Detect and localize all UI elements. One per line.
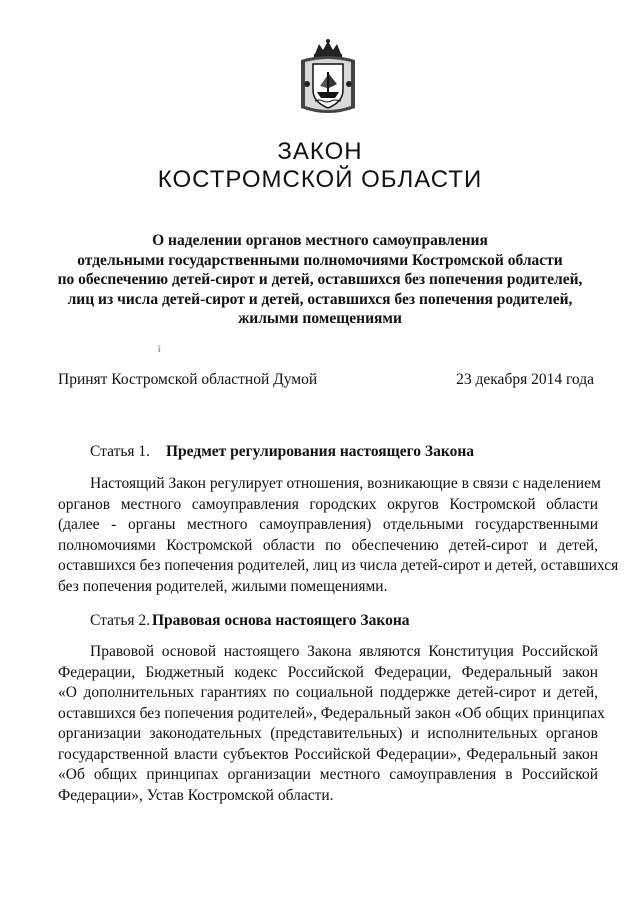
subject-line: лиц из числа детей-сирот и детей, оставшихся без попечения родителей, bbox=[67, 290, 573, 308]
paragraph-line: органов местного самоуправления городских округов Костромской области bbox=[58, 495, 598, 513]
article-number: Статья 2. bbox=[90, 612, 151, 629]
paragraph-line: «Об общих принципах организации местного самоуправления в Российской bbox=[58, 766, 598, 783]
law-title: ЗАКОН bbox=[277, 138, 363, 165]
adoption-date: 23 декабря 2014 года bbox=[456, 371, 594, 388]
paragraph-line: государственной власти субъектов Российской Федерации», Федеральный закон bbox=[58, 745, 598, 763]
scan-artifact-mark: ϊ bbox=[158, 344, 161, 354]
article-number: Статья 1. bbox=[90, 443, 151, 460]
subject-line: отдельными государственными полномочиями Костромской области bbox=[77, 251, 563, 269]
subject-line: О наделении органов местного самоуправления bbox=[152, 232, 488, 249]
subject-line: по обеспечению детей-сирот и детей, оставшихся без попечения родителей, bbox=[57, 271, 583, 288]
article-title: Правовая основа настоящего Закона bbox=[152, 612, 410, 629]
coat-of-arms-icon bbox=[297, 38, 359, 120]
article-1-heading bbox=[90, 442, 474, 462]
paragraph-line: Настоящий Закон регулирует отношения, возникающие в связи с наделением bbox=[90, 475, 601, 492]
law-region-title: КОСТРОМСКОЙ ОБЛАСТИ bbox=[157, 166, 483, 193]
paragraph-line: «О дополнительных гарантиях по социальной поддержке детей-сирот и детей, bbox=[58, 684, 598, 701]
article-2-body bbox=[58, 642, 605, 806]
paragraph-line: Федерации, Бюджетный кодекс Российской Федерации, Федеральный закон bbox=[58, 663, 598, 681]
paragraph-line: Федерации», Устав Костромской области. bbox=[58, 786, 334, 804]
subject-line: жилыми помещениями bbox=[238, 310, 402, 327]
law-subject bbox=[40, 231, 600, 329]
paragraph-line: полномочиями Костромской области по обеспечению детей-сирот и детей, bbox=[58, 536, 598, 554]
article-1-body bbox=[58, 474, 619, 597]
adopted-by: Принят Костромской областной Думой bbox=[58, 371, 318, 388]
article-title: Предмет регулирования настоящего Закона bbox=[166, 443, 475, 460]
paragraph-line: оставшихся без попечения родителей, лиц из числа детей-сирот и детей, оставшихся bbox=[58, 557, 619, 574]
paragraph-line: без попечения родителей, жилыми помещениями. bbox=[58, 577, 388, 595]
paragraph-line: организации законодательных (представительных) и исполнительных органов bbox=[58, 725, 598, 742]
paragraph-line: оставшихся без попечения родителей», Федеральный закон «Об общих принципах bbox=[58, 704, 605, 722]
paragraph-line: (далее - органы местного самоуправления) отдельными государственными bbox=[58, 516, 598, 533]
paragraph-line: Правовой основой настоящего Закона являются Конституция Российской bbox=[90, 643, 598, 660]
article-2-heading bbox=[90, 611, 410, 631]
